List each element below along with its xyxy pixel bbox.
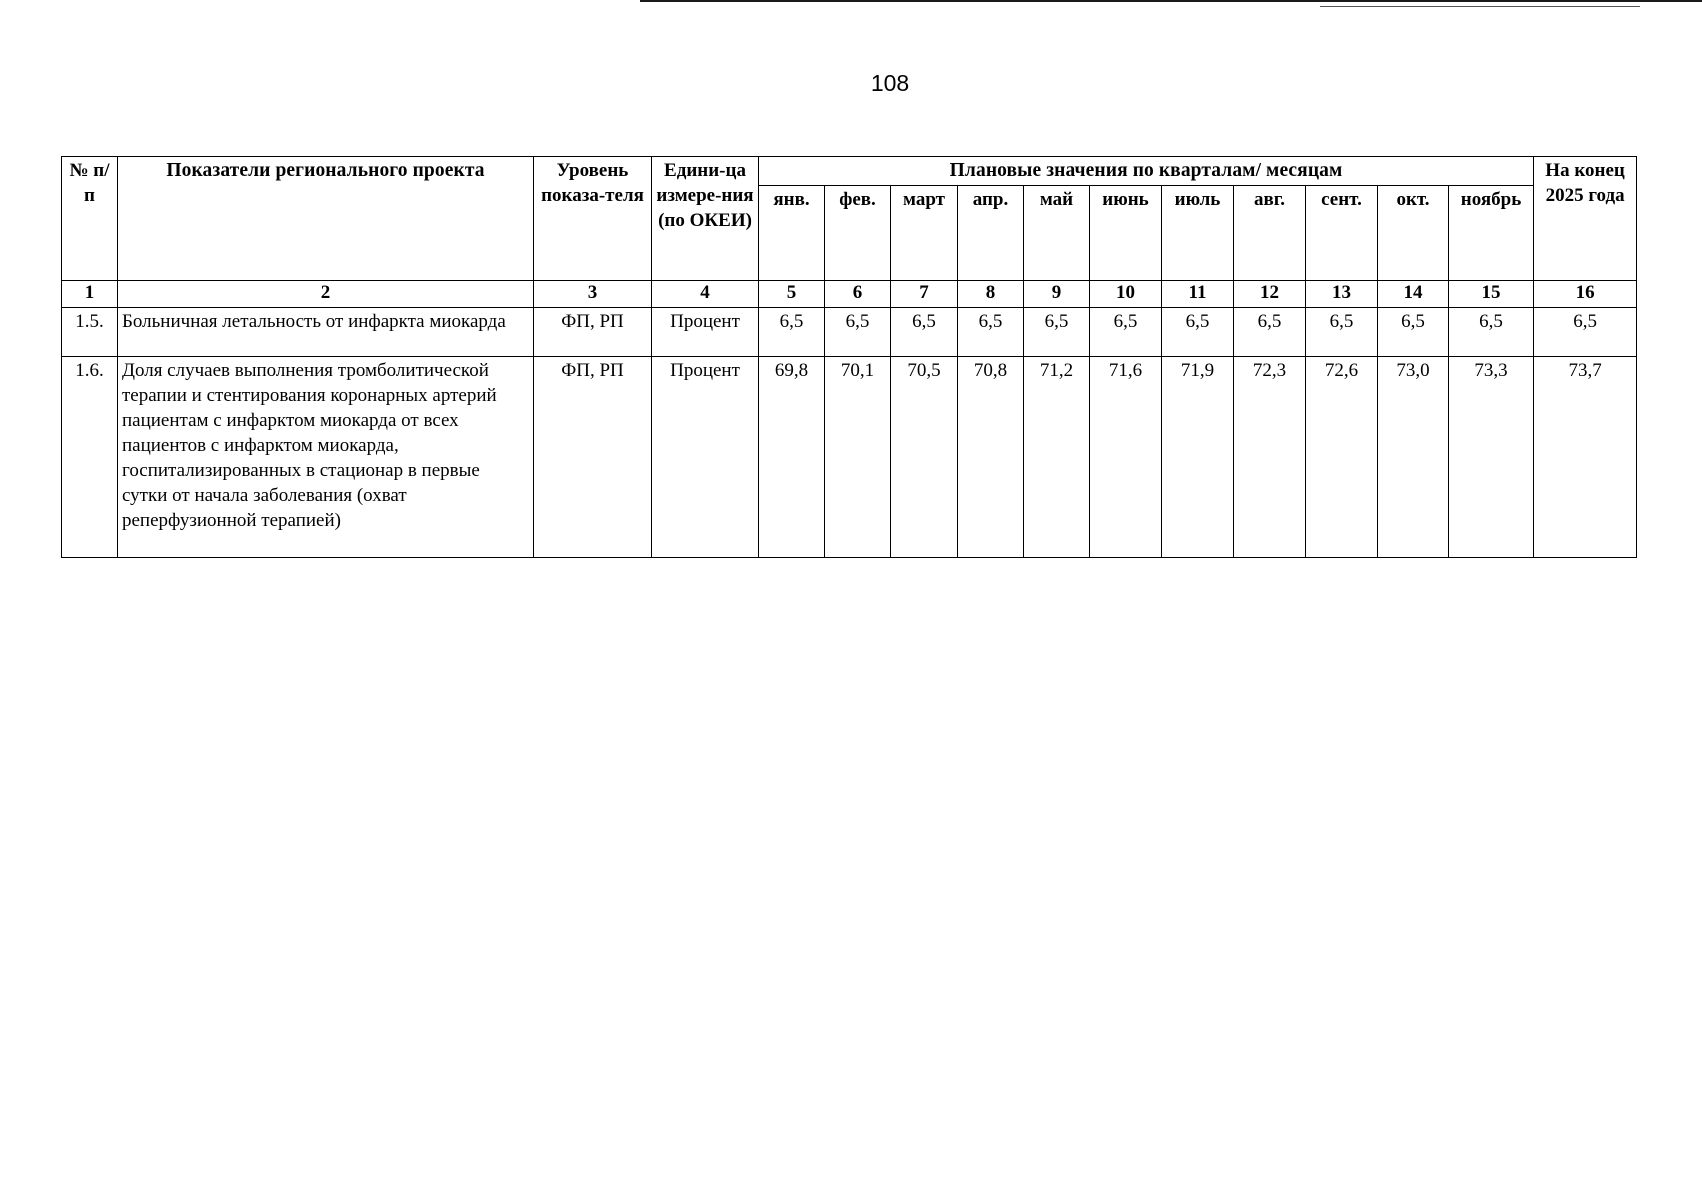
row-month-value: 6,5 xyxy=(891,308,958,357)
row-month-value: 71,2 xyxy=(1024,357,1090,558)
row-year-end-value: 6,5 xyxy=(1534,308,1637,357)
row-month-value: 6,5 xyxy=(1378,308,1449,357)
table-row xyxy=(62,308,1637,357)
header-month: сент. xyxy=(1306,186,1378,281)
row-month-value: 70,1 xyxy=(825,357,891,558)
row-unit: Процент xyxy=(652,308,759,357)
row-month-value: 71,9 xyxy=(1162,357,1234,558)
row-num: 1.6. xyxy=(62,357,118,558)
header-unit: Едини-ца измере-ния (по ОКЕИ) xyxy=(652,157,759,281)
row-indicator: Доля случаев выполнения тромболитической терапии и стентирования коронарных артерий пациентам с инфарктом миокарда от всех пациентов с инфарктом миокарда, госпитализированных в стационар в первые сутки от начала заболевания (охват реперфузионной терапией) xyxy=(118,357,534,558)
row-month-value: 69,8 xyxy=(759,357,825,558)
header-plan-values: Плановые значения по кварталам/ месяцам xyxy=(759,157,1534,186)
row-month-value: 6,5 xyxy=(1449,308,1534,357)
row-month-value: 6,5 xyxy=(958,308,1024,357)
column-number: 9 xyxy=(1024,281,1090,308)
row-month-value: 73,0 xyxy=(1378,357,1449,558)
table-row xyxy=(62,357,1637,558)
scan-edge-line xyxy=(640,0,1702,2)
column-number: 15 xyxy=(1449,281,1534,308)
header-indicator: Показатели регионального проекта xyxy=(118,157,534,281)
row-num: 1.5. xyxy=(62,308,118,357)
row-month-value: 6,5 xyxy=(1024,308,1090,357)
row-month-value: 72,6 xyxy=(1306,357,1378,558)
row-year-end-value: 73,7 xyxy=(1534,357,1637,558)
header-month: авг. xyxy=(1234,186,1306,281)
column-number: 12 xyxy=(1234,281,1306,308)
row-level: ФП, РП xyxy=(534,357,652,558)
header-month: июнь xyxy=(1090,186,1162,281)
header-num: № п/п xyxy=(62,157,118,281)
header-month: апр. xyxy=(958,186,1024,281)
column-number: 13 xyxy=(1306,281,1378,308)
column-number: 10 xyxy=(1090,281,1162,308)
column-number: 8 xyxy=(958,281,1024,308)
header-month: окт. xyxy=(1378,186,1449,281)
row-month-value: 71,6 xyxy=(1090,357,1162,558)
column-number: 5 xyxy=(759,281,825,308)
row-month-value: 6,5 xyxy=(759,308,825,357)
header-month: янв. xyxy=(759,186,825,281)
column-number: 7 xyxy=(891,281,958,308)
column-number-row xyxy=(62,281,1637,308)
header-month: июль xyxy=(1162,186,1234,281)
regional-project-indicators-table xyxy=(61,156,1637,558)
column-number: 14 xyxy=(1378,281,1449,308)
row-month-value: 6,5 xyxy=(1306,308,1378,357)
row-month-value: 6,5 xyxy=(1234,308,1306,357)
row-month-value: 70,5 xyxy=(891,357,958,558)
row-month-value: 6,5 xyxy=(1162,308,1234,357)
row-indicator: Больничная летальность от инфаркта миокарда xyxy=(118,308,534,357)
header-month: ноябрь xyxy=(1449,186,1534,281)
column-number: 4 xyxy=(652,281,759,308)
column-number: 11 xyxy=(1162,281,1234,308)
row-level: ФП, РП xyxy=(534,308,652,357)
row-month-value: 73,3 xyxy=(1449,357,1534,558)
header-month: фев. xyxy=(825,186,891,281)
row-month-value: 6,5 xyxy=(825,308,891,357)
header-level: Уровень показа-теля xyxy=(534,157,652,281)
page-number: 108 xyxy=(870,70,910,96)
header-month: март xyxy=(891,186,958,281)
row-unit: Процент xyxy=(652,357,759,558)
column-number: 2 xyxy=(118,281,534,308)
row-month-value: 72,3 xyxy=(1234,357,1306,558)
column-number: 6 xyxy=(825,281,891,308)
header-year-end: На конец 2025 года xyxy=(1534,157,1637,281)
column-number: 1 xyxy=(62,281,118,308)
row-month-value: 6,5 xyxy=(1090,308,1162,357)
header-month: май xyxy=(1024,186,1090,281)
column-number: 3 xyxy=(534,281,652,308)
scan-edge-line-secondary xyxy=(1320,6,1640,7)
column-number: 16 xyxy=(1534,281,1637,308)
row-month-value: 70,8 xyxy=(958,357,1024,558)
